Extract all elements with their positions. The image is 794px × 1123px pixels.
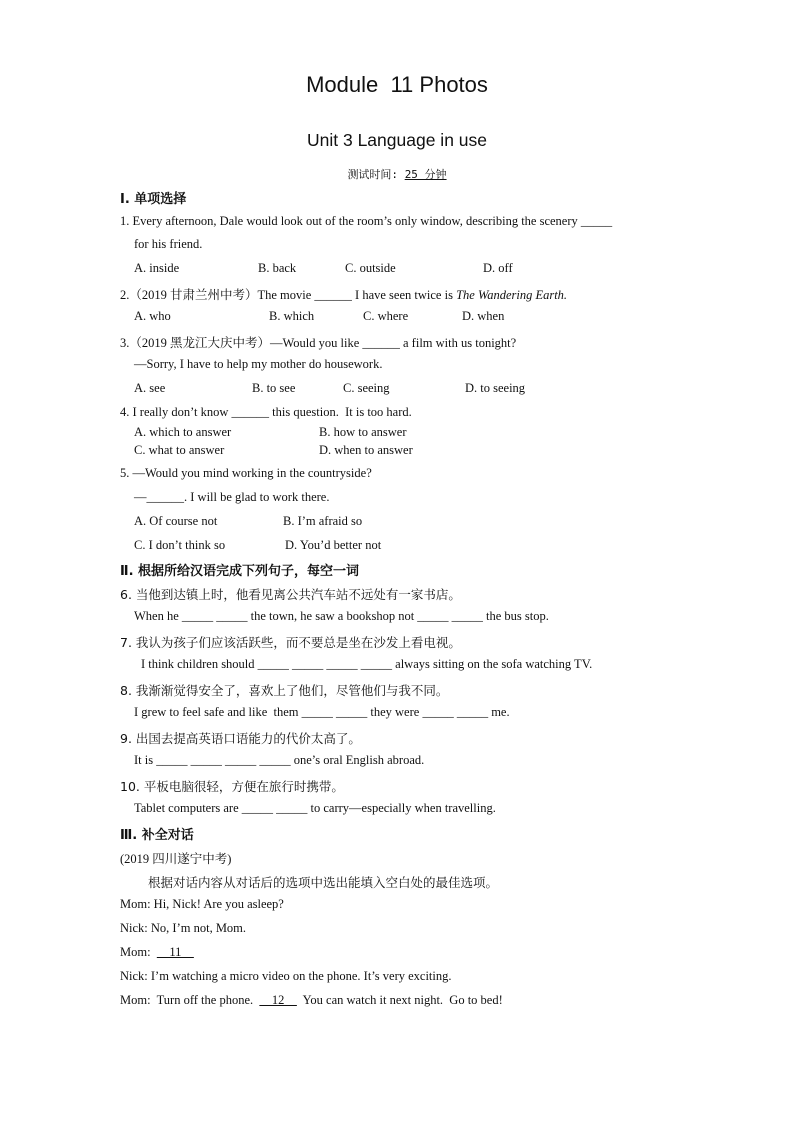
- question-2-option-a: A. who: [134, 309, 171, 323]
- question-2-movie-title: The Wandering Earth.: [456, 288, 568, 302]
- question-2-stem-text: 2.（2019 甘肃兰州中考）The movie ______ I have seen twice is: [120, 288, 457, 302]
- question-3-stem: 3.（2019 黑龙江大庆中考）—Would you like ______ a film with us tonight?: [120, 336, 517, 350]
- dialogue-line: Nick: I’m watching a micro video on the phone. It’s very exciting.: [120, 969, 452, 983]
- dialogue-text: You can watch it next night. Go to bed!: [296, 993, 503, 1007]
- question-1-stem: 1. Every afternoon, Dale would look out of the room’s only window, describing the scenery _____: [120, 214, 613, 228]
- section-3-instruction: 根据对话内容从对话后的选项中选出能填入空白处的最佳选项。: [148, 875, 499, 890]
- translation-8-english: I grew to feel safe and like them _____ _____ they were _____ _____ me.: [134, 705, 510, 719]
- question-3-option-d: D. to seeing: [465, 381, 526, 395]
- question-4-stem: 4. I really don’t know ______ this question. It is too hard.: [120, 405, 412, 419]
- test-time-value: 25 分钟: [404, 168, 447, 181]
- question-1-option-b: B. back: [258, 261, 297, 275]
- question-1-option-c: C. outside: [345, 261, 396, 275]
- question-2-option-b: B. which: [269, 309, 315, 323]
- question-4-option-c: C. what to answer: [134, 443, 225, 457]
- dialogue-line-blank-11: [120, 945, 194, 960]
- question-2-option-c: C. where: [363, 309, 409, 323]
- translation-7-english: I think children should _____ _____ _____ _____ always sitting on the sofa watching TV.: [141, 657, 593, 671]
- translation-7-chinese: 7. 我认为孩子们应该活跃些，而不要总是坐在沙发上看电视。: [120, 635, 461, 650]
- question-1-option-a: A. inside: [134, 261, 180, 275]
- answer-blank-12: 12: [259, 993, 297, 1007]
- question-3-option-a: A. see: [134, 381, 166, 395]
- dialogue-line-blank-12: [120, 993, 503, 1008]
- question-5-option-b: B. I’m afraid so: [283, 514, 363, 528]
- question-2-option-d: D. when: [462, 309, 505, 323]
- translation-10-english: Tablet computers are _____ _____ to carry—especially when travelling.: [134, 801, 496, 815]
- translation-8-chinese: 8. 我渐渐觉得安全了，喜欢上了他们，尽管他们与我不同。: [120, 683, 449, 698]
- section-heading-2: Ⅱ. 根据所给汉语完成下列句子，每空一词: [120, 564, 360, 579]
- dialogue-line: Mom: Hi, Nick! Are you asleep?: [120, 897, 284, 911]
- test-time-label: 测试时间:: [347, 168, 399, 181]
- question-4-option-b: B. how to answer: [319, 425, 407, 439]
- translation-9-chinese: 9. 出国去提高英语口语能力的代价太高了。: [120, 731, 361, 746]
- section-heading-1: Ⅰ. 单项选择: [120, 192, 187, 207]
- dialogue-text: Mom: Turn off the phone.: [120, 993, 260, 1007]
- section-heading-3: Ⅲ. 补全对话: [120, 828, 194, 843]
- question-5-stem-cont: —______. I will be glad to work there.: [134, 490, 330, 504]
- question-2-stem: [120, 285, 567, 303]
- test-time: [0, 166, 794, 182]
- answer-blank-11: 11: [156, 945, 194, 959]
- question-3-stem-cont: —Sorry, I have to help my mother do housework.: [134, 357, 383, 371]
- question-3-option-c: C. seeing: [343, 381, 390, 395]
- page-subtitle: Unit 3 Language in use: [307, 130, 487, 150]
- dialogue-line: Nick: No, I’m not, Mom.: [120, 921, 247, 935]
- section-3-source: (2019 四川遂宁中考): [120, 852, 232, 866]
- question-5-stem: 5. —Would you mind working in the countryside?: [120, 466, 372, 480]
- dialogue-speaker: Mom:: [120, 945, 157, 959]
- translation-6-english: When he _____ _____ the town, he saw a bookshop not _____ _____ the bus stop.: [134, 609, 549, 623]
- page-title: Module 11 Photos: [306, 72, 488, 97]
- question-5-option-d: D. You’d better not: [285, 538, 382, 552]
- question-3-option-b: B. to see: [252, 381, 296, 395]
- translation-10-chinese: 10. 平板电脑很轻，方便在旅行时携带。: [120, 779, 344, 794]
- question-4-option-d: D. when to answer: [319, 443, 413, 457]
- question-5-option-c: C. I don’t think so: [134, 538, 226, 552]
- question-1-stem-cont: for his friend.: [134, 237, 203, 251]
- question-1-option-d: D. off: [483, 261, 513, 275]
- translation-9-english: It is _____ _____ _____ _____ one’s oral English abroad.: [134, 753, 425, 767]
- question-5-option-a: A. Of course not: [134, 514, 218, 528]
- question-4-option-a: A. which to answer: [134, 425, 232, 439]
- translation-6-chinese: 6. 当他到达镇上时，他看见离公共汽车站不远处有一家书店。: [120, 587, 461, 602]
